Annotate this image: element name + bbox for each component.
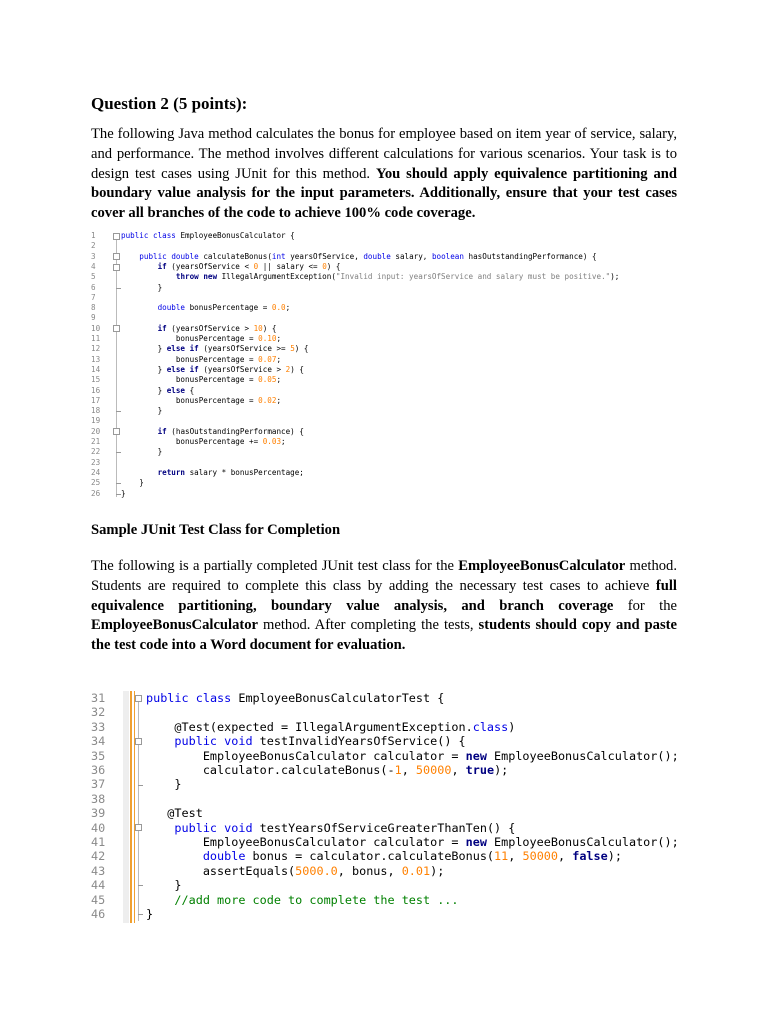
fold-end-mark [116, 411, 121, 412]
code-text: assertEquals(5000.0, bonus, 0.01); [146, 863, 445, 878]
test-line-41 [91, 835, 691, 849]
line-number: 2 [91, 241, 96, 251]
code-text: //add more code to complete the test ... [174, 892, 459, 907]
intro-plain-text: The following Java method calculates the bonus for employee based on item year of service, salary, and performance. The method involves different calculations for various scenarios. Your task is to design test cases using JUnit for this method. [91, 126, 677, 182]
code-text: } [146, 878, 182, 893]
code-text: if (yearsOfService < 0 || salary <= 0) { [157, 261, 341, 271]
line-number: 26 [91, 488, 101, 498]
line-number: 6 [91, 282, 96, 292]
code-text: } else if (yearsOfService > 2) { [121, 364, 304, 374]
instr-text-2: method. Students are required to complete this class by adding the necessary test cases to achieve [91, 558, 677, 594]
calc-line-6 [91, 283, 691, 293]
test-line-35 [91, 749, 691, 763]
code-listing-test-class [91, 691, 691, 926]
line-number: 17 [91, 395, 101, 405]
instr-bold-3: EmployeeBonusCalculator [91, 617, 259, 634]
test-line-44 [91, 878, 691, 892]
code-text: } else { [121, 385, 195, 395]
calc-line-20 [91, 427, 691, 437]
line-number: 43 [91, 863, 106, 878]
calc-line-15 [91, 375, 691, 385]
calc-line-24 [91, 468, 691, 478]
code-text: bonusPercentage = 0.07; [121, 354, 282, 364]
fold-end-mark [116, 452, 121, 453]
line-number: 7 [91, 292, 96, 302]
instructions-paragraph [91, 557, 677, 656]
line-number: 21 [91, 437, 101, 446]
fold-end-mark [138, 785, 143, 786]
test-line-46 [91, 907, 691, 921]
line-number: 23 [91, 457, 101, 467]
instr-text-1: The following is a partially completed JUnit test class for the [91, 558, 459, 574]
code-text: if (yearsOfService > 10) { [157, 323, 277, 333]
code-text: bonusPercentage = 0.05; [121, 375, 282, 385]
line-number: 36 [91, 763, 106, 777]
code-text: } [121, 488, 126, 498]
code-text: EmployeeBonusCalculator calculator = new EmployeeBonusCalculator(); [146, 835, 679, 849]
test-line-34 [91, 734, 691, 748]
fold-end-mark [116, 483, 121, 484]
test-line-37 [91, 777, 691, 791]
calc-line-10 [91, 324, 691, 334]
code-text: bonusPercentage = 0.02; [121, 395, 282, 405]
line-number: 25 [91, 478, 101, 488]
calc-line-11 [91, 334, 691, 344]
code-text: public void testInvalidYearsOfService() { [174, 734, 466, 749]
code-text: double bonusPercentage = 0.0; [157, 303, 291, 313]
calc-line-25 [91, 478, 691, 488]
line-number: 41 [91, 835, 106, 849]
code-text: } [121, 282, 163, 292]
calc-line-22 [91, 447, 691, 457]
code-text: double bonus = calculator.calculateBonus(11, 50000, false); [202, 849, 622, 864]
line-number: 11 [91, 334, 101, 343]
calc-line-1 [91, 231, 691, 241]
calc-line-8 [91, 303, 691, 313]
instr-bold-2: full equivalence partitioning, boundary value analysis, and branch coverage [91, 577, 677, 614]
line-number: 44 [91, 878, 106, 893]
instr-text-3: for the [613, 597, 677, 614]
line-number: 39 [91, 806, 106, 821]
line-number: 32 [91, 705, 106, 720]
code-text: } [121, 447, 163, 457]
line-number: 40 [91, 820, 106, 835]
fold-toggle-icon[interactable] [135, 738, 142, 745]
code-text: EmployeeBonusCalculator calculator = new EmployeeBonusCalculator(); [146, 748, 679, 763]
line-number: 15 [91, 375, 101, 385]
calc-line-2 [91, 241, 691, 251]
test-line-42 [91, 849, 691, 863]
line-number: 12 [91, 344, 101, 354]
fold-toggle-icon[interactable] [113, 428, 120, 435]
line-number: 42 [91, 849, 106, 864]
calc-line-13 [91, 355, 691, 365]
line-number: 19 [91, 416, 101, 426]
line-number: 46 [91, 907, 106, 921]
test-line-45 [91, 893, 691, 907]
fold-end-mark [116, 288, 121, 289]
test-line-32 [91, 705, 691, 719]
fold-toggle-icon[interactable] [113, 253, 120, 260]
line-number: 5 [91, 272, 96, 282]
line-number: 13 [91, 354, 101, 364]
instr-bold-4: students should copy and paste the test code into a Word document for evaluation. [91, 617, 677, 654]
fold-toggle-icon[interactable] [135, 824, 142, 831]
calc-line-18 [91, 406, 691, 416]
calc-line-5 [91, 272, 691, 282]
fold-end-mark [138, 914, 143, 915]
code-text: } else if (yearsOfService >= 5) { [121, 344, 309, 354]
line-number: 37 [91, 777, 106, 792]
line-number: 18 [91, 406, 101, 416]
calc-line-17 [91, 396, 691, 406]
line-number: 1 [91, 231, 96, 240]
code-text: public class EmployeeBonusCalculator { [121, 231, 295, 240]
line-number: 24 [91, 467, 101, 477]
code-listing-calculator [91, 231, 691, 501]
code-text: @Test [146, 806, 203, 821]
code-text: bonusPercentage += 0.03; [121, 437, 286, 446]
calc-line-4 [91, 262, 691, 272]
code-text: } [121, 478, 144, 488]
line-number: 3 [91, 251, 96, 261]
code-text: throw new IllegalArgumentException("Invalid input: yearsOfService and salary must be positive."); [175, 272, 620, 282]
test-line-43 [91, 864, 691, 878]
calc-line-7 [91, 293, 691, 303]
fold-end-mark [116, 494, 121, 495]
line-number: 22 [91, 447, 101, 457]
code-text: return salary * bonusPercentage; [157, 467, 304, 477]
line-number: 38 [91, 791, 106, 806]
line-number: 14 [91, 364, 101, 374]
question-title: Question 2 (5 points): [91, 94, 248, 113]
code-text: bonusPercentage = 0.10; [121, 334, 282, 343]
line-number: 20 [91, 426, 101, 436]
line-number: 9 [91, 313, 96, 323]
line-number: 8 [91, 303, 96, 313]
intro-bold-text: You should apply equivalence partitioning and boundary value analysis for the input parameters. Additionally, ensure that your test cases cover all branches of the code to achieve 100% code coverage. [91, 165, 677, 222]
code-text: } [121, 406, 163, 416]
fold-toggle-icon[interactable] [113, 264, 120, 271]
test-line-38 [91, 792, 691, 806]
line-number: 16 [91, 385, 101, 395]
code-text: public double calculateBonus(int yearsOfService, double salary, boolean hasOutstandingPerformance) { [139, 251, 597, 261]
fold-toggle-icon[interactable] [113, 325, 120, 332]
line-number: 10 [91, 323, 101, 333]
test-line-40 [91, 821, 691, 835]
code-text: if (hasOutstandingPerformance) { [157, 426, 304, 436]
line-number: 35 [91, 748, 106, 763]
calc-line-19 [91, 416, 691, 426]
intro-paragraph [91, 125, 677, 224]
calc-line-9 [91, 313, 691, 323]
sample-section-title: Sample JUnit Test Class for Completion [91, 522, 341, 538]
fold-toggle-icon[interactable] [135, 695, 142, 702]
instr-bold-1: EmployeeBonusCalculator [458, 558, 626, 574]
line-number: 45 [91, 892, 106, 907]
test-line-36 [91, 763, 691, 777]
line-number: 33 [91, 719, 106, 734]
code-text: } [146, 777, 182, 792]
line-number: 34 [91, 734, 106, 749]
calc-line-14 [91, 365, 691, 375]
test-line-33 [91, 720, 691, 734]
code-text: public void testYearsOfServiceGreaterThanTen() { [174, 820, 516, 835]
calc-line-12 [91, 344, 691, 354]
calc-line-21 [91, 437, 691, 447]
instr-text-4: method. After completing the tests, [258, 617, 479, 634]
line-number: 31 [91, 691, 106, 705]
test-line-39 [91, 806, 691, 820]
fold-toggle-icon[interactable] [113, 233, 120, 240]
code-text: } [146, 907, 154, 921]
calc-line-16 [91, 386, 691, 396]
calc-line-3 [91, 252, 691, 262]
calc-line-26 [91, 489, 691, 499]
code-text: @Test(expected = IllegalArgumentException.class) [146, 719, 516, 734]
code-text: calculator.calculateBonus(-1, 50000, true); [146, 763, 509, 777]
fold-end-mark [138, 885, 143, 886]
line-number: 4 [91, 261, 96, 271]
test-line-31 [91, 691, 691, 705]
code-text: public class EmployeeBonusCalculatorTest { [146, 691, 445, 705]
calc-line-23 [91, 458, 691, 468]
